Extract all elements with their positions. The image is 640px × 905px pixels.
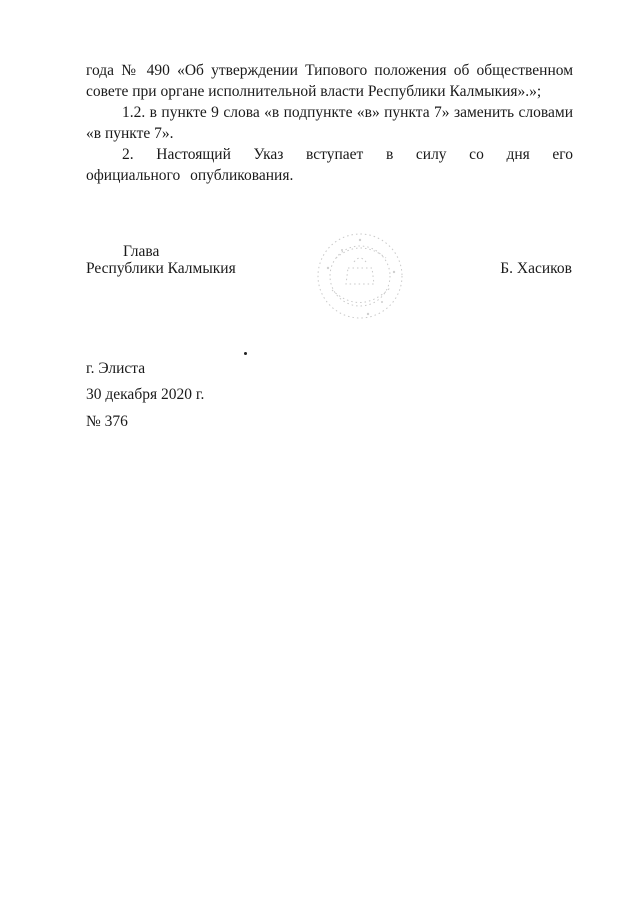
body-paragraph-3: 2. Настоящий Указ вступает в силу со дня его официального опубликования. xyxy=(86,146,573,184)
issue-city: г. Элиста xyxy=(86,360,146,377)
official-seal-mark xyxy=(308,228,413,323)
body-paragraph-1: года № 490 «Об утверждении Типового положения об общественном совете при органе исполнительной власти Республики Калмыкия».»; xyxy=(86,62,573,100)
decree-number: № 376 xyxy=(86,413,128,430)
signatory-title-line-1: Глава xyxy=(123,243,160,260)
stray-dot-mark xyxy=(244,352,247,355)
body-paragraph-2: 1.2. в пункте 9 слова «в подпункте «в» пункта 7» заменить словами «в пункте 7». xyxy=(86,104,573,142)
issue-date: 30 декабря 2020 г. xyxy=(86,386,205,403)
signatory-name: Б. Хасиков xyxy=(500,260,572,277)
signatory-title-line-2: Республики Калмыкия xyxy=(86,260,236,277)
